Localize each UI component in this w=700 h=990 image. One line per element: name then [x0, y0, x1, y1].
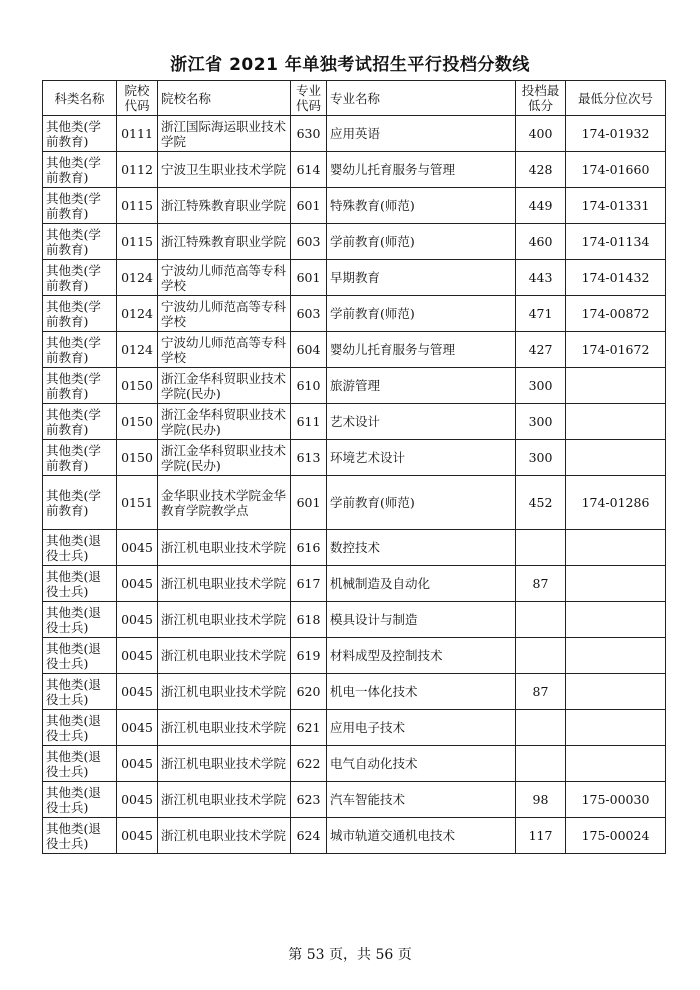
cell-school-code: 0112 — [117, 152, 158, 188]
cell-major-code: 630 — [291, 116, 327, 152]
table-row — [43, 368, 666, 404]
cell-school-code: 0150 — [117, 368, 158, 404]
cell-min-score: 117 — [516, 818, 566, 854]
cell-category: 其他类(学前教育) — [43, 368, 117, 404]
cell-min-rank — [566, 674, 666, 710]
cell-school-code: 0045 — [117, 566, 158, 602]
cell-major-name: 早期教育 — [327, 260, 516, 296]
cell-school-name: 浙江特殊教育职业学院 — [158, 188, 291, 224]
header-major-name: 专业名称 — [327, 81, 516, 116]
cell-school-name: 浙江机电职业技术学院 — [158, 602, 291, 638]
cell-category: 其他类(学前教育) — [43, 188, 117, 224]
cell-min-score — [516, 530, 566, 566]
cell-category: 其他类(学前教育) — [43, 404, 117, 440]
cell-school-code: 0045 — [117, 530, 158, 566]
cell-major-name: 应用电子技术 — [327, 710, 516, 746]
cell-category: 其他类(学前教育) — [43, 332, 117, 368]
cell-min-rank: 174-01932 — [566, 116, 666, 152]
cell-major-code: 601 — [291, 476, 327, 530]
cell-min-score: 428 — [516, 152, 566, 188]
cell-category: 其他类(学前教育) — [43, 440, 117, 476]
cell-category: 其他类(退役士兵) — [43, 602, 117, 638]
cell-school-code: 0045 — [117, 602, 158, 638]
cell-school-code: 0115 — [117, 224, 158, 260]
cell-major-name: 婴幼儿托育服务与管理 — [327, 152, 516, 188]
cell-min-score — [516, 746, 566, 782]
cell-major-name: 数控技术 — [327, 530, 516, 566]
table-row — [43, 602, 666, 638]
cell-min-rank: 174-01134 — [566, 224, 666, 260]
header-major-code: 专业代码 — [291, 81, 327, 116]
cell-min-rank — [566, 566, 666, 602]
cell-school-code: 0115 — [117, 188, 158, 224]
cell-school-code: 0151 — [117, 476, 158, 530]
cell-school-name: 浙江机电职业技术学院 — [158, 638, 291, 674]
cell-school-code: 0045 — [117, 818, 158, 854]
table-row — [43, 566, 666, 602]
header-school-code: 院校代码 — [117, 81, 158, 116]
table-row — [43, 476, 666, 530]
cell-min-rank: 175-00024 — [566, 818, 666, 854]
cell-min-score: 300 — [516, 368, 566, 404]
table-row — [43, 152, 666, 188]
header-min-score: 投档最低分 — [516, 81, 566, 116]
cell-category: 其他类(退役士兵) — [43, 638, 117, 674]
cell-school-code: 0124 — [117, 296, 158, 332]
cell-major-code: 624 — [291, 818, 327, 854]
cell-min-score: 460 — [516, 224, 566, 260]
cell-major-code: 614 — [291, 152, 327, 188]
cell-min-score: 427 — [516, 332, 566, 368]
cell-min-rank — [566, 530, 666, 566]
cell-major-name: 材料成型及控制技术 — [327, 638, 516, 674]
table-row — [43, 440, 666, 476]
cell-min-score: 400 — [516, 116, 566, 152]
cell-min-rank: 174-01286 — [566, 476, 666, 530]
cell-min-score — [516, 602, 566, 638]
cell-major-name: 模具设计与制造 — [327, 602, 516, 638]
cell-category: 其他类(退役士兵) — [43, 710, 117, 746]
cell-school-code: 0045 — [117, 674, 158, 710]
table-row — [43, 224, 666, 260]
cell-school-name: 浙江机电职业技术学院 — [158, 566, 291, 602]
cell-school-name: 浙江机电职业技术学院 — [158, 782, 291, 818]
cell-min-rank — [566, 638, 666, 674]
cell-major-name: 城市轨道交通机电技术 — [327, 818, 516, 854]
cell-category: 其他类(退役士兵) — [43, 674, 117, 710]
cell-category: 其他类(学前教育) — [43, 116, 117, 152]
table-row — [43, 782, 666, 818]
cell-min-rank — [566, 746, 666, 782]
cell-min-rank: 174-00872 — [566, 296, 666, 332]
cell-school-name: 宁波卫生职业技术学院 — [158, 152, 291, 188]
cell-major-code: 617 — [291, 566, 327, 602]
cell-major-code: 611 — [291, 404, 327, 440]
cell-school-name: 浙江金华科贸职业技术学院(民办) — [158, 368, 291, 404]
cell-category: 其他类(退役士兵) — [43, 746, 117, 782]
cell-major-name: 学前教育(师范) — [327, 296, 516, 332]
cell-major-code: 623 — [291, 782, 327, 818]
cell-school-name: 浙江金华科贸职业技术学院(民办) — [158, 404, 291, 440]
cell-min-score: 471 — [516, 296, 566, 332]
cell-min-score: 452 — [516, 476, 566, 530]
cell-major-code: 610 — [291, 368, 327, 404]
table-row — [43, 260, 666, 296]
table-row — [43, 710, 666, 746]
table-row — [43, 404, 666, 440]
table-row — [43, 116, 666, 152]
table-row — [43, 818, 666, 854]
cell-school-name: 浙江特殊教育职业学院 — [158, 224, 291, 260]
page-number: 第 53 页，共 56 页 — [288, 947, 412, 963]
score-table — [42, 80, 666, 854]
cell-school-code: 0150 — [117, 440, 158, 476]
cell-school-name: 浙江机电职业技术学院 — [158, 530, 291, 566]
cell-major-name: 艺术设计 — [327, 404, 516, 440]
cell-school-code: 0111 — [117, 116, 158, 152]
cell-school-name: 浙江金华科贸职业技术学院(民办) — [158, 440, 291, 476]
cell-min-rank: 174-01672 — [566, 332, 666, 368]
cell-major-code: 603 — [291, 296, 327, 332]
cell-major-name: 特殊教育(师范) — [327, 188, 516, 224]
cell-school-name: 宁波幼儿师范高等专科学校 — [158, 260, 291, 296]
table-row — [43, 530, 666, 566]
cell-school-name: 浙江机电职业技术学院 — [158, 818, 291, 854]
cell-school-name: 浙江机电职业技术学院 — [158, 674, 291, 710]
cell-school-code: 0045 — [117, 746, 158, 782]
cell-min-rank: 175-00030 — [566, 782, 666, 818]
cell-major-code: 613 — [291, 440, 327, 476]
cell-category: 其他类(学前教育) — [43, 224, 117, 260]
table-row — [43, 638, 666, 674]
cell-category: 其他类(学前教育) — [43, 152, 117, 188]
cell-major-name: 应用英语 — [327, 116, 516, 152]
cell-min-score: 300 — [516, 440, 566, 476]
cell-school-code: 0124 — [117, 260, 158, 296]
cell-min-rank — [566, 440, 666, 476]
cell-min-rank — [566, 368, 666, 404]
cell-min-rank: 174-01331 — [566, 188, 666, 224]
cell-min-score — [516, 638, 566, 674]
cell-major-name: 学前教育(师范) — [327, 224, 516, 260]
cell-min-rank — [566, 404, 666, 440]
header-school-name: 院校名称 — [158, 81, 291, 116]
cell-school-name: 金华职业技术学院金华教育学院教学点 — [158, 476, 291, 530]
cell-major-code: 619 — [291, 638, 327, 674]
cell-major-name: 学前教育(师范) — [327, 476, 516, 530]
cell-min-score — [516, 710, 566, 746]
cell-major-code: 601 — [291, 188, 327, 224]
cell-school-code: 0150 — [117, 404, 158, 440]
cell-min-score: 87 — [516, 566, 566, 602]
cell-school-name: 浙江国际海运职业技术学院 — [158, 116, 291, 152]
table-row — [43, 296, 666, 332]
table-row — [43, 188, 666, 224]
cell-category: 其他类(退役士兵) — [43, 566, 117, 602]
cell-category: 其他类(退役士兵) — [43, 530, 117, 566]
cell-major-code: 603 — [291, 224, 327, 260]
cell-category: 其他类(退役士兵) — [43, 818, 117, 854]
cell-min-rank — [566, 602, 666, 638]
cell-major-code: 621 — [291, 710, 327, 746]
page-title: 浙江省 2021 年单独考试招生平行投档分数线 — [170, 55, 530, 75]
cell-school-code: 0045 — [117, 710, 158, 746]
cell-major-code: 601 — [291, 260, 327, 296]
cell-major-code: 622 — [291, 746, 327, 782]
cell-major-name: 环境艺术设计 — [327, 440, 516, 476]
table-row — [43, 674, 666, 710]
cell-school-name: 浙江机电职业技术学院 — [158, 746, 291, 782]
header-category: 科类名称 — [43, 81, 117, 116]
cell-min-rank — [566, 710, 666, 746]
header-min-rank: 最低分位次号 — [566, 81, 666, 116]
cell-school-name: 宁波幼儿师范高等专科学校 — [158, 332, 291, 368]
cell-school-code: 0045 — [117, 782, 158, 818]
cell-major-code: 618 — [291, 602, 327, 638]
cell-min-rank: 174-01432 — [566, 260, 666, 296]
cell-major-name: 旅游管理 — [327, 368, 516, 404]
table-row — [43, 746, 666, 782]
cell-min-score: 98 — [516, 782, 566, 818]
table-header-row — [43, 81, 666, 116]
cell-min-rank: 174-01660 — [566, 152, 666, 188]
cell-major-name: 汽车智能技术 — [327, 782, 516, 818]
cell-category: 其他类(学前教育) — [43, 260, 117, 296]
cell-category: 其他类(学前教育) — [43, 296, 117, 332]
cell-major-name: 婴幼儿托育服务与管理 — [327, 332, 516, 368]
cell-category: 其他类(学前教育) — [43, 476, 117, 530]
cell-major-code: 620 — [291, 674, 327, 710]
cell-min-score: 443 — [516, 260, 566, 296]
cell-major-name: 机电一体化技术 — [327, 674, 516, 710]
cell-major-name: 电气自动化技术 — [327, 746, 516, 782]
cell-category: 其他类(退役士兵) — [43, 782, 117, 818]
cell-major-code: 616 — [291, 530, 327, 566]
cell-major-name: 机械制造及自动化 — [327, 566, 516, 602]
cell-min-score: 300 — [516, 404, 566, 440]
cell-school-code: 0045 — [117, 638, 158, 674]
cell-school-name: 浙江机电职业技术学院 — [158, 710, 291, 746]
cell-min-score: 449 — [516, 188, 566, 224]
cell-school-name: 宁波幼儿师范高等专科学校 — [158, 296, 291, 332]
cell-major-code: 604 — [291, 332, 327, 368]
cell-school-code: 0124 — [117, 332, 158, 368]
cell-min-score: 87 — [516, 674, 566, 710]
table-row — [43, 332, 666, 368]
